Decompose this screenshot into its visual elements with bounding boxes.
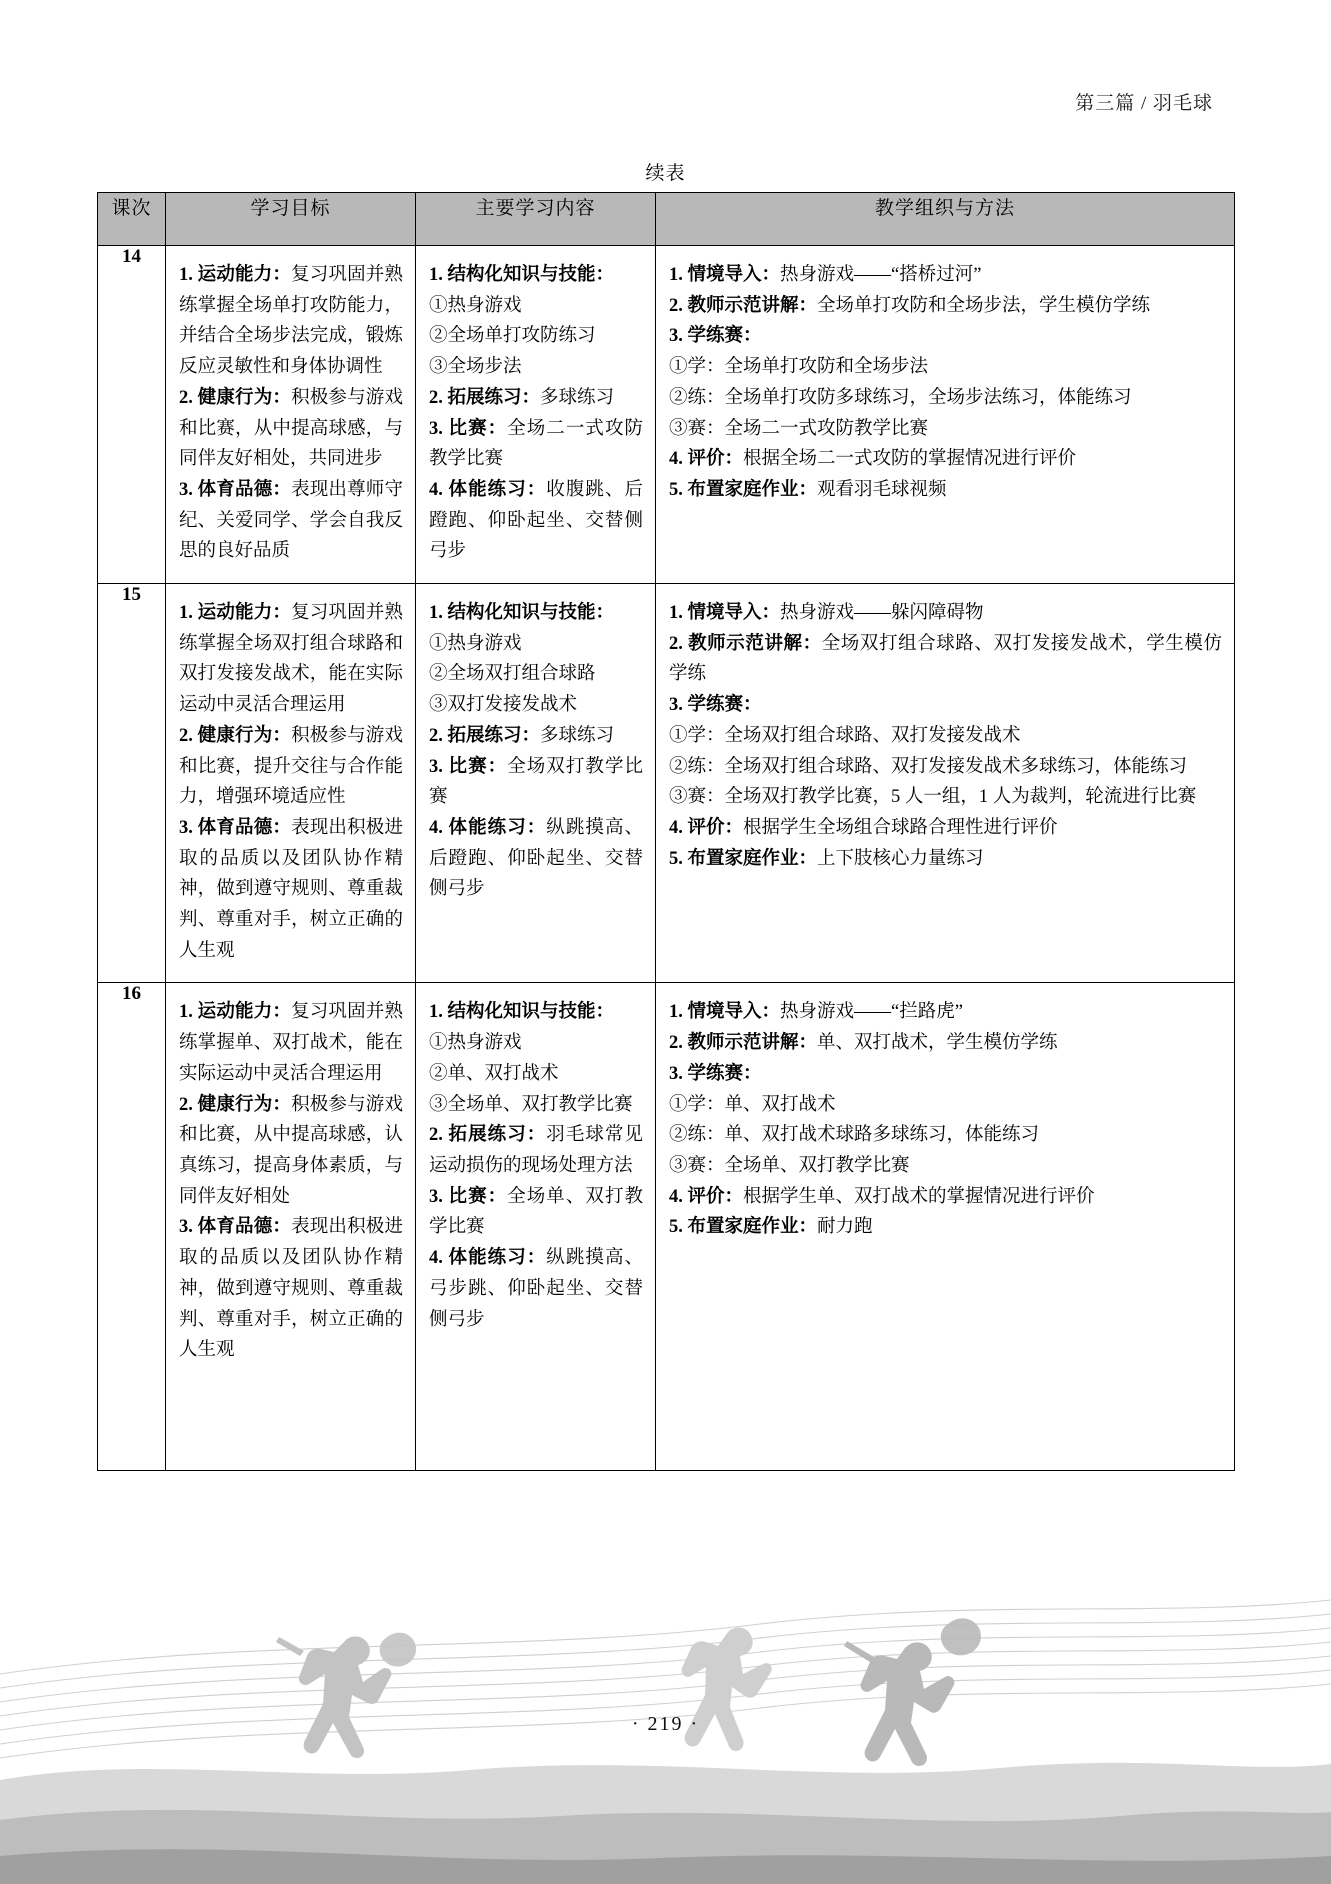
- teaching-methods-cell: [656, 983, 1235, 1470]
- method-item: ②练：单、双打战术球路多球练习，体能练习: [669, 1125, 1040, 1146]
- content-item: 2. 拓展练习：羽毛球常见运动损伤的现场处理方法: [429, 1125, 643, 1176]
- learning-objectives-cell: [166, 246, 416, 584]
- method-item: 3. 学练赛：: [669, 695, 762, 716]
- learning-content-cell: [416, 584, 656, 983]
- method-item: 5. 布置家庭作业：观看羽毛球视频: [669, 479, 947, 500]
- objective-item: 1. 运动能力：复习巩固并熟练掌握全场单打攻防能力，并结合全场步法完成，锻炼反应灵敏性和身体协调性: [179, 265, 403, 378]
- objective-item: 2. 健康行为：积极参与游戏和比赛，从中提高球感，与同伴友好相处，共同进步: [179, 387, 403, 470]
- method-item: 3. 学练赛：: [669, 1063, 762, 1084]
- method-item: 2. 教师示范讲解：全场双打组合球路、双打发接发战术，学生模仿学练: [669, 633, 1222, 685]
- content-item: 1. 结构化知识与技能：: [429, 603, 615, 624]
- method-item: ①学：全场双打组合球路、双打发接发战术: [669, 725, 1021, 746]
- learning-content-cell: [416, 246, 656, 584]
- content-item: ③全场步法: [429, 357, 522, 378]
- method-item: 4. 评价：根据学生单、双打战术的掌握情况进行评价: [669, 1186, 1095, 1207]
- content-item: 4. 体能练习：纵跳摸高、后蹬跑、仰卧起坐、交替侧弓步: [429, 817, 643, 900]
- objective-item: 2. 健康行为：积极参与游戏和比赛，从中提高球感，认真练习，提高身体素质，与同伴友好相处: [179, 1094, 403, 1207]
- method-item: 2. 教师示范讲解：单、双打战术，学生模仿学练: [669, 1033, 1058, 1054]
- content-item: ①热身游戏: [429, 633, 522, 654]
- content-item: ②全场单打攻防练习: [429, 326, 596, 347]
- method-item: 3. 学练赛：: [669, 326, 762, 347]
- lesson-number: 14: [98, 246, 166, 584]
- player-silhouette-left: [276, 1633, 416, 1758]
- table-body: [98, 246, 1235, 1471]
- column-header-content: 主要学习内容: [416, 193, 656, 246]
- method-item: 1. 情境导入：热身游戏——“拦路虎”: [669, 1002, 963, 1023]
- content-item: ②全场双打组合球路: [429, 664, 596, 685]
- table-row: [98, 246, 1235, 584]
- content-item: 4. 体能练习：纵跳摸高、弓步跳、仰卧起坐、交替侧弓步: [429, 1248, 643, 1330]
- column-header-lesson: 课次: [98, 193, 166, 246]
- objective-item: 3. 体育品德：表现出积极进取的品质以及团队协作精神，做到遵守规则、尊重裁判、尊重对手，树立正确的人生观: [179, 817, 403, 961]
- content-item: 3. 比赛：全场单、双打教学比赛: [429, 1186, 643, 1238]
- table-row: [98, 584, 1235, 983]
- table-header-row: [98, 193, 1235, 246]
- method-item: ③赛：全场二一式攻防教学比赛: [669, 418, 929, 439]
- content-item: ①热身游戏: [429, 1033, 522, 1054]
- objective-item: 3. 体育品德：表现出积极进取的品质以及团队协作精神，做到遵守规则、尊重裁判、尊重对手，树立正确的人生观: [179, 1217, 403, 1361]
- learning-objectives-cell: [166, 584, 416, 983]
- content-item: 3. 比赛：全场二一式攻防教学比赛: [429, 418, 643, 470]
- method-item: ①学：全场单打攻防和全场步法: [669, 357, 929, 378]
- method-item: 5. 布置家庭作业：耐力跑: [669, 1217, 873, 1238]
- method-item: ③赛：全场单、双打教学比赛: [669, 1155, 910, 1176]
- method-item: ①学：单、双打战术: [669, 1094, 836, 1115]
- teaching-methods-cell: [656, 246, 1235, 584]
- continued-table-label: 续表: [645, 163, 686, 184]
- method-item: 2. 教师示范讲解：全场单打攻防和全场步法，学生模仿学练: [669, 295, 1151, 316]
- running-header: 第三篇 / 羽毛球: [1075, 93, 1213, 114]
- content-item: 1. 结构化知识与技能：: [429, 265, 615, 285]
- lesson-plan-table: [97, 192, 1235, 1471]
- objective-item: 1. 运动能力：复习巩固并熟练掌握单、双打战术，能在实际运动中灵活合理运用: [179, 1002, 403, 1084]
- lesson-number: 16: [98, 983, 166, 1470]
- content-item: 2. 拓展练习：多球练习: [429, 725, 615, 746]
- objective-item: 1. 运动能力：复习巩固并熟练掌握全场双打组合球路和双打发接发战术，能在实际运动中灵活合理运用: [179, 603, 403, 716]
- content-item: ③双打发接发战术: [429, 695, 578, 716]
- content-item: 1. 结构化知识与技能：: [429, 1002, 615, 1023]
- content-item: ②单、双打战术: [429, 1063, 559, 1084]
- teaching-methods-cell: [656, 584, 1235, 983]
- table-header: [98, 193, 1235, 246]
- objective-item: 2. 健康行为：积极参与游戏和比赛，提升交往与合作能力，增强环境适应性: [179, 725, 403, 808]
- table-row: [98, 983, 1235, 1470]
- content-item: 2. 拓展练习：多球练习: [429, 387, 615, 408]
- learning-objectives-cell: [166, 983, 416, 1470]
- method-item: ②练：全场双打组合球路、双打发接发战术多球练习，体能练习: [669, 756, 1188, 777]
- method-item: ③赛：全场双打教学比赛，5 人一组，1 人为裁判，轮流进行比赛: [669, 787, 1197, 808]
- column-header-methods: 教学组织与方法: [656, 193, 1235, 246]
- method-item: 4. 评价：根据全场二一式攻防的掌握情况进行评价: [669, 449, 1077, 470]
- objective-item: 3. 体育品德：表现出尊师守纪、关爱同学、学会自我反思的良好品质: [179, 479, 403, 562]
- learning-content-cell: [416, 983, 656, 1470]
- content-item: ③全场单、双打教学比赛: [429, 1094, 633, 1115]
- content-item: 4. 体能练习：收腹跳、后蹬跑、仰卧起坐、交替侧弓步: [429, 479, 643, 562]
- method-item: 5. 布置家庭作业：上下肢核心力量练习: [669, 848, 984, 869]
- method-item: 1. 情境导入：热身游戏——躲闪障碍物: [669, 603, 984, 624]
- content-item: 3. 比赛：全场双打教学比赛: [429, 756, 643, 808]
- column-header-objectives: 学习目标: [166, 193, 416, 246]
- method-item: 4. 评价：根据学生全场组合球路合理性进行评价: [669, 817, 1058, 838]
- page-number: · 219 ·: [631, 1713, 700, 1735]
- content-item: ①热身游戏: [429, 295, 522, 316]
- method-item: 1. 情境导入：热身游戏——“搭桥过河”: [669, 265, 982, 285]
- lesson-number: 15: [98, 584, 166, 983]
- method-item: ②练：全场单打攻防多球练习，全场步法练习，体能练习: [669, 387, 1132, 408]
